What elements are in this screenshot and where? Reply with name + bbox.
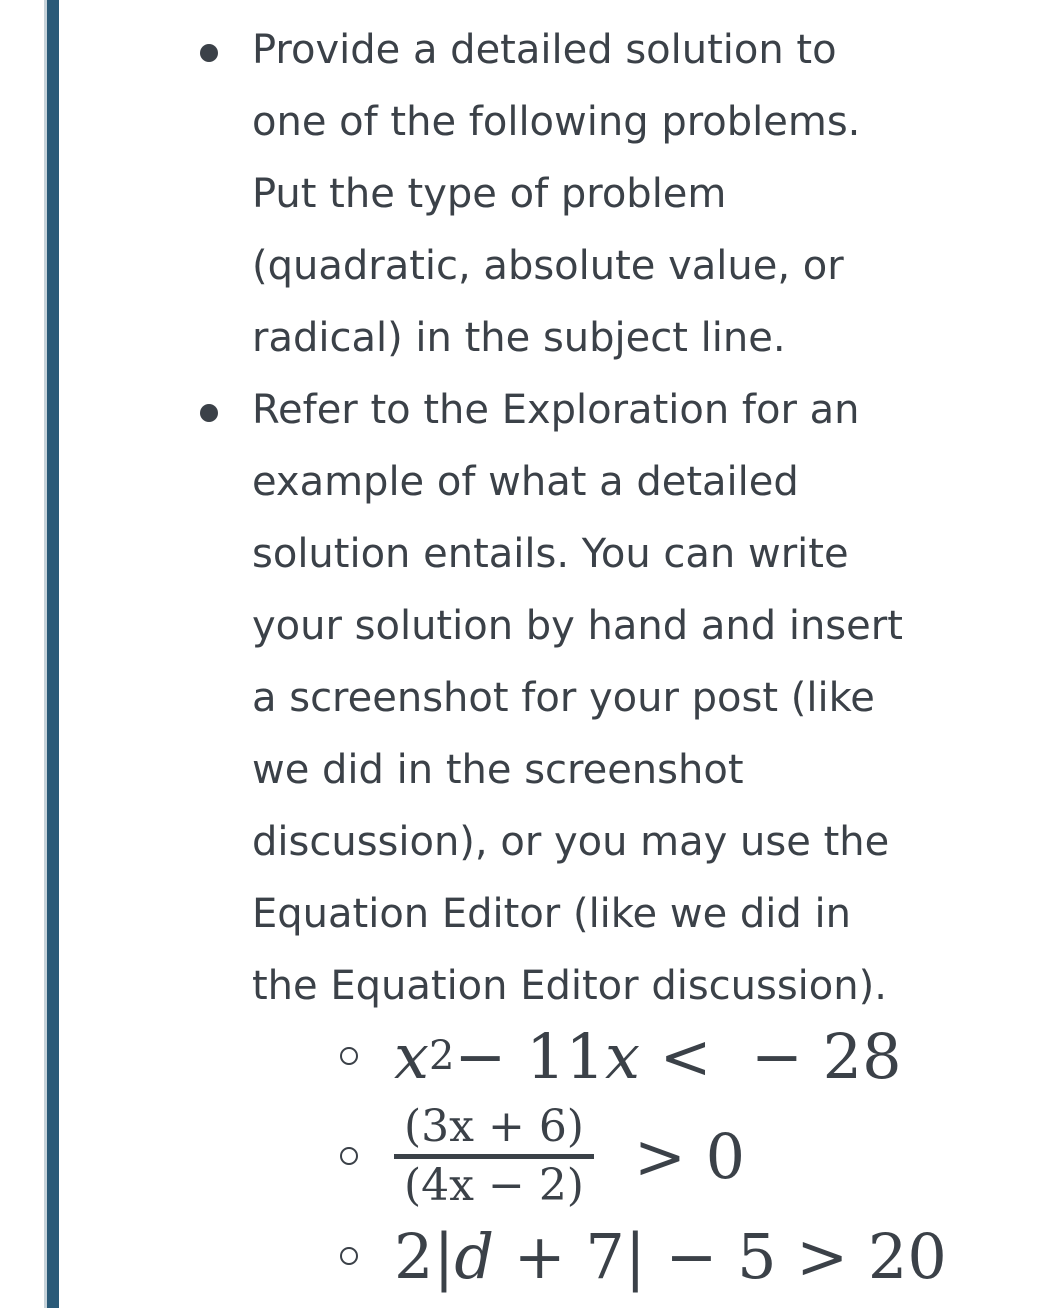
fraction-numerator: (3x + 6) (394, 1100, 594, 1159)
problem-absolute-value (336, 1208, 1036, 1304)
math-text: 2| (394, 1219, 455, 1293)
instruction-list (196, 14, 976, 1022)
text-line: (quadratic, absolute value, or (252, 243, 844, 289)
text-line: we did in the screenshot (252, 747, 744, 793)
instruction-item-1 (196, 14, 976, 374)
bullet-icon (200, 44, 218, 62)
math-text: − 11 (454, 1019, 605, 1093)
circle-bullet-icon (340, 1147, 358, 1165)
instruction-item-2 (196, 374, 976, 1022)
circle-bullet-icon (340, 1047, 358, 1065)
bullet-icon (200, 404, 218, 422)
fraction-denominator: (4x − 2) (404, 1159, 584, 1211)
text-line: Refer to the Exploration for an (252, 387, 860, 433)
text-line: example of what a detailed (252, 459, 799, 505)
text-line: the Equation Editor discussion). (252, 963, 887, 1009)
problem-quadratic (336, 1008, 1036, 1104)
text-line: one of the following problems. (252, 99, 861, 145)
text-line: your solution by hand and insert (252, 603, 903, 649)
text-line: a screenshot for your post (like (252, 675, 875, 721)
math-text: + 7| − 5 > 20 (494, 1219, 947, 1293)
left-accent-rail (47, 0, 59, 1308)
math-text: < − 28 (639, 1019, 902, 1093)
circle-bullet-icon (340, 1247, 358, 1265)
text-line: radical) in the subject line. (252, 315, 786, 361)
math-var: x (394, 1019, 429, 1093)
text-line: Equation Editor (like we did in (252, 891, 851, 937)
problem-rational (336, 1100, 1036, 1211)
text-line: Provide a detailed solution to (252, 27, 837, 73)
math-var: x (604, 1019, 640, 1093)
math-exponent: 2 (428, 1033, 455, 1079)
math-fraction (394, 1100, 594, 1213)
problem-list (336, 1008, 1036, 1304)
text-line: solution entails. You can write (252, 531, 849, 577)
math-var: d (454, 1219, 495, 1293)
text-line: Put the type of problem (252, 171, 727, 217)
math-text: > 0 (633, 1119, 746, 1193)
text-line: discussion), or you may use the (252, 819, 890, 865)
